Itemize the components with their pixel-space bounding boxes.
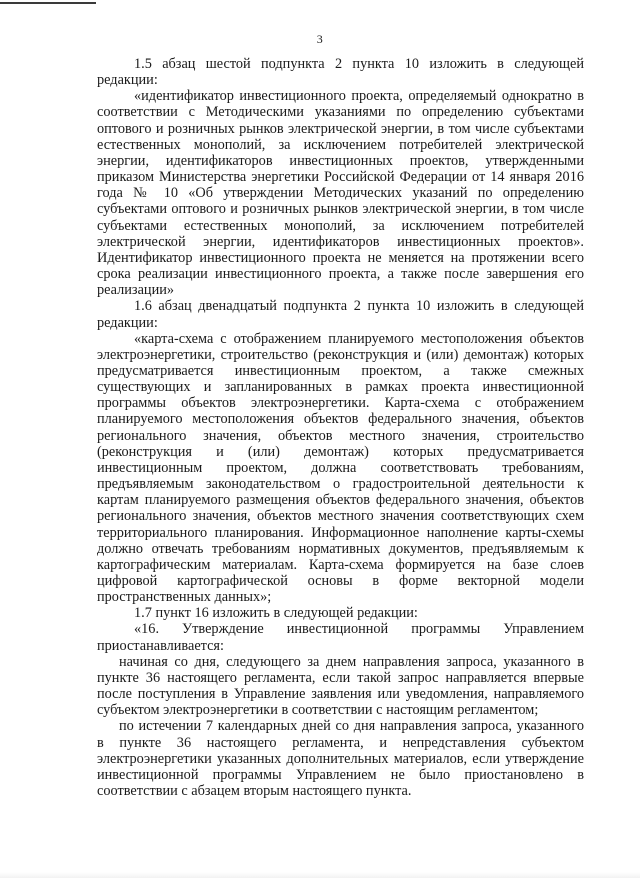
page-number: 3: [316, 32, 324, 46]
paragraph-1-5-text: «идентификатор инвестиционного проекта, определяемый однократно в соответствии с Методическими указаниями по определению субъектами оптового и розничных рынков электрической энергии, в том числе субъектами естественных монополий, за исключением потребителей электрической энергии, идентификаторов инвестиционных проектов, утвержденными приказом Министерства энергетики Российской Федерации от 14 января 2016 года № 10 «Об утверждении Методических указаний по определению субъектами оптового и розничных рынков электрической энергии, в том числе субъектами естественных монополий, за исключением потребителей электрической энергии, идентификаторов инвестиционных проектов». Идентификатор инвестиционного проекта не меняется на протяжении всего срока реализации инвестиционного проекта, а также после завершения его реализации»: [97, 88, 584, 299]
scan-edge-mark: [0, 2, 96, 4]
paragraph-1-6-header: 1.6 абзац двенадцатый подпункта 2 пункта 10 изложить в следующей редакции:: [97, 298, 584, 331]
document-body: [97, 56, 584, 799]
paragraph-1-7-header: 1.7 пункт 16 изложить в следующей редакции:: [134, 605, 418, 622]
scan-bottom-edge: [0, 872, 640, 878]
paragraph-16-case-2: по истечении 7 календарных дней со дня направления запроса, указанного в пункте 36 настоящего регламента, и непредставления субъектом электроэнергетики указанных дополнительных материалов, если утверждение инвестиционной программы Управлением не было приостановлено в соответствии с абзацем вторым настоящего пункта.: [97, 718, 584, 800]
paragraph-1-6-text: «карта-схема с отображением планируемого местоположения объектов электроэнергетики, строительство (реконструкция и (или) демонтаж) которых предусматривается инвестиционным проектом, а также смежных существующих и запланированных в рамках проекта инвестиционной программы объектов электроэнергетики. Карта-схема с отображением планируемого местоположения объектов федерального значения, объектов регионального значения, объектов местного значения, строительство (реконструкция и (или) демонтаж) которых предусматривается инвестиционным проектом, должна соответствовать требованиям, предъявляемым законодательством о градостроительной деятельности к картам планируемого размещения объектов федерального значения, объектов регионального значения, объектов местного значения соответствующих схем территориального планирования. Информационное наполнение карты-схемы должно отвечать требованиям нормативных документов, предъявляемым к картографическим материалам. Карта-схема формируется на базе слоев цифровой картографической основы в форме векторной модели пространственных данных»;: [97, 330, 584, 606]
paragraph-16-intro: «16. Утверждение инвестиционной программы Управлением приостанавливается:: [97, 621, 584, 654]
paragraph-1-5-header: 1.5 абзац шестой подпункта 2 пункта 10 изложить в следующей редакции:: [97, 56, 584, 89]
paragraph-16-case-1: начиная со дня, следующего за днем направления запроса, указанного в пункте 36 настоящего регламента, если такой запрос направляется впервые после поступления в Управление заявления или уведомления, направляемого субъектом электроэнергетики в соответствии с настоящим регламентом;: [97, 653, 584, 719]
